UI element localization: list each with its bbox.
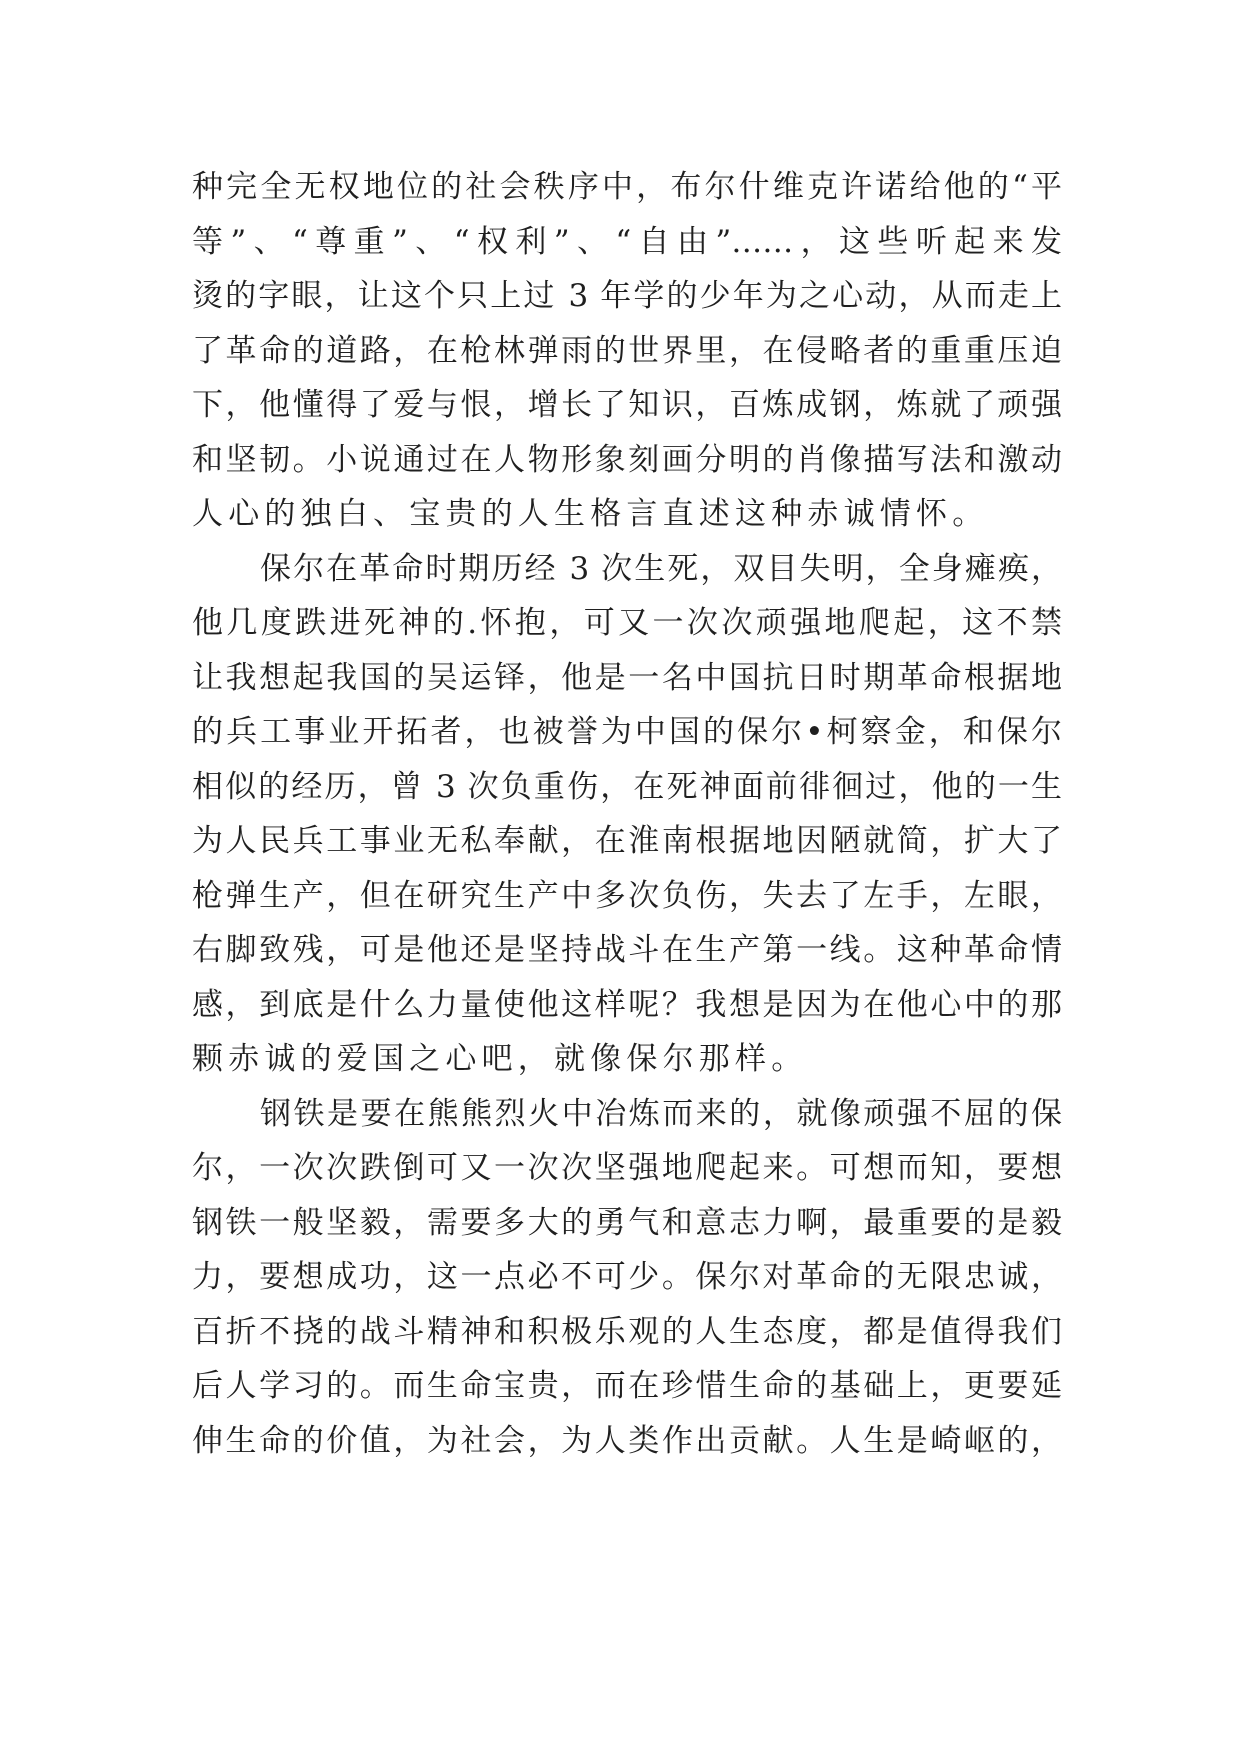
text-line: 为人民兵工事业无私奉献，在淮南根据地因陋就简，扩大了 (192, 823, 1062, 859)
text-line: 感，到底是什么力量使他这样呢？我想是因为在他心中的那 (192, 986, 1062, 1023)
paragraph-2 (192, 542, 1062, 1087)
text-line: 人心的独白、宝贵的人生格言直述这种赤诚情怀。 (192, 496, 989, 532)
text-line: 他几度跌进死神的.怀抱，可又一次次顽强地爬起，这不禁 (192, 605, 1062, 641)
text-line: 钢铁是要在熊熊烈火中冶炼而来的，就像顽强不屈的保 (260, 1095, 1062, 1132)
body-text (192, 160, 1062, 1468)
text-line: 等”、“尊重”、“权利”、“自由”……，这些听起来发 (192, 223, 1062, 260)
text-line: 后人学习的。而生命宝贵，而在珍惜生命的基础上，更要延 (192, 1368, 1062, 1404)
text-line: 让我想起我国的吴运铎，他是一名中国抗日时期革命根据地 (192, 659, 1062, 696)
text-line: 保尔在革命时期历经 3 次生死，双目失明，全身瘫痪， (260, 550, 1062, 587)
text-line: 伸生命的价值，为社会，为人类作出贡献。人生是崎岖的， (192, 1422, 1062, 1459)
paragraph-1 (192, 160, 1062, 542)
text-line: 烫的字眼，让这个只上过 3 年学的少年为之心动，从而走上 (192, 278, 1062, 314)
text-line: 钢铁一般坚毅，需要多大的勇气和意志力啊，最重要的是毅 (192, 1204, 1062, 1241)
text-line: 右脚致残，可是他还是坚持战斗在生产第一线。这种革命情 (192, 932, 1062, 968)
text-line: 力，要想成功，这一点必不可少。保尔对革命的无限忠诚， (192, 1259, 1062, 1295)
text-line: 种完全无权地位的社会秩序中，布尔什维克许诺给他的“平 (192, 169, 1062, 205)
text-line: 的兵工事业开拓者，也被誉为中国的保尔•柯察金，和保尔 (192, 714, 1062, 750)
text-line: 百折不挠的战斗精神和积极乐观的人生态度，都是值得我们 (192, 1313, 1062, 1350)
text-line: 了革命的道路，在枪林弹雨的世界里，在侵略者的重重压迫 (192, 332, 1062, 369)
text-line: 尔，一次次跌倒可又一次次坚强地爬起来。可想而知，要想 (192, 1150, 1062, 1186)
text-line: 颗赤诚的爱国之心吧，就像保尔那样。 (192, 1041, 808, 1077)
paragraph-3 (192, 1087, 1062, 1469)
text-line: 枪弹生产，但在研究生产中多次负伤，失去了左手，左眼， (192, 877, 1062, 914)
text-line: 和坚韧。小说通过在人物形象刻画分明的肖像描写法和激动 (192, 441, 1062, 478)
text-line: 相似的经历，曾 3 次负重伤，在死神面前徘徊过，他的一生 (192, 768, 1062, 805)
text-line: 下，他懂得了爱与恨，增长了知识，百炼成钢，炼就了顽强 (192, 387, 1062, 423)
